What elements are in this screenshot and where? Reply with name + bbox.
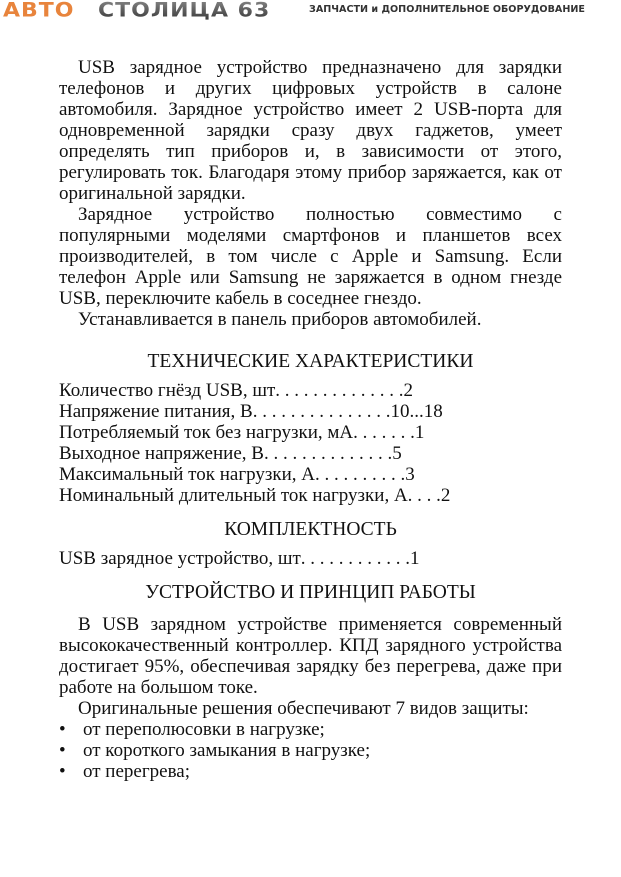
spec-label: Напряжение питания, В — [59, 401, 253, 422]
list-item-text: от короткого замыкания в нагрузке; — [83, 740, 371, 761]
spec-dots: . . . . . . . . . . . . . . . — [252, 401, 391, 422]
bullet-icon: • — [59, 719, 66, 740]
spec-value: 5 — [392, 443, 402, 464]
protection-list — [59, 719, 562, 782]
bullet-icon: • — [59, 761, 66, 782]
specs-heading: ТЕХНИЧЕСКИЕ ХАРАКТЕРИСТИКИ — [147, 351, 474, 372]
logo-stolica: СТОЛИЦА 63 — [98, 0, 271, 22]
list-item — [0, 719, 562, 740]
list-item — [0, 761, 562, 782]
spec-value: 1 — [414, 422, 425, 443]
operation-paragraph: Оригинальные решения обеспечивают 7 видов защиты: — [78, 698, 529, 719]
spec-value: 2 — [403, 380, 414, 401]
logo-avto: АВТО — [3, 0, 75, 22]
kit-heading: КОМПЛЕКТНОСТЬ — [224, 519, 397, 540]
spec-label: Выходное напряжение, В — [59, 443, 264, 464]
operation-paragraph: В USB зарядном устройстве применяется современный высококачественный контроллер. КПД зарядного устройства достигает 95%, обеспечивая зарядку без перегрева, даже при работе на большом токе. — [59, 614, 562, 698]
spec-value: 2 — [440, 485, 451, 506]
spec-row — [59, 380, 562, 401]
kit-label: USB зарядное устройство, шт — [59, 548, 301, 569]
spec-label: Количество гнёзд USB, шт — [59, 380, 276, 401]
spec-label: Максимальный ток нагрузки, А — [59, 464, 315, 485]
spec-row — [59, 422, 562, 443]
specs-list — [59, 380, 562, 506]
kit-value: 1 — [410, 548, 420, 569]
operation-heading: УСТРОЙСТВО И ПРИНЦИП РАБОТЫ — [145, 582, 476, 603]
spec-value: 10...18 — [390, 401, 443, 422]
intro-paragraph: Зарядное устройство полностью совместимо с популярными моделями смартфонов и планшетов всех производителей, в том числе с Apple и Samsung. Если телефон Apple или Samsung не заряжается в одном гнезде USB, переключите кабель в соседнее гнездо. — [59, 204, 562, 309]
document-body — [59, 57, 562, 782]
list-item-text: от перегрева; — [83, 761, 190, 782]
bullet-icon: • — [59, 740, 66, 761]
intro-paragraph: Устанавливается в панель приборов автомобилей. — [78, 309, 482, 330]
spec-label: Потребляемый ток без нагрузки, мА — [59, 422, 354, 443]
spec-row — [59, 401, 562, 422]
spec-dots: . . . . . . . . . . . . . . — [263, 443, 393, 464]
header-tagline: ЗАПЧАСТИ и ДОПОЛНИТЕЛЬНОЕ ОБОРУДОВАНИЕ — [309, 4, 585, 15]
spec-row — [59, 464, 562, 485]
spec-row — [59, 485, 562, 506]
intro-paragraph: USB зарядное устройство предназначено для зарядки телефонов и других цифровых устройств в салоне автомобиля. Зарядное устройство имеет 2 USB-порта для одновременной зарядки сразу двух гаджетов, умеет определять тип приборов и, в зависимости от этого, регулировать ток. Благодаря этому прибор заряжается, как от оригинальной зарядки. — [59, 57, 562, 204]
list-item — [0, 740, 562, 761]
spec-row — [59, 443, 562, 464]
spec-label: Номинальный длительный ток нагрузки, А — [59, 485, 408, 506]
spec-dots: . . . . — [407, 485, 441, 506]
kit-row — [59, 548, 562, 569]
spec-dots: . . . . . . . — [353, 422, 415, 443]
spec-dots: . . . . . . . . . . — [314, 464, 406, 485]
spec-dots: . . . . . . . . . . . . . . — [275, 380, 404, 401]
page-header — [0, 0, 621, 24]
kit-dots: . . . . . . . . . . . . — [300, 548, 411, 569]
list-item-text: от переполюсовки в нагрузке; — [83, 719, 325, 740]
spec-value: 3 — [405, 464, 415, 485]
